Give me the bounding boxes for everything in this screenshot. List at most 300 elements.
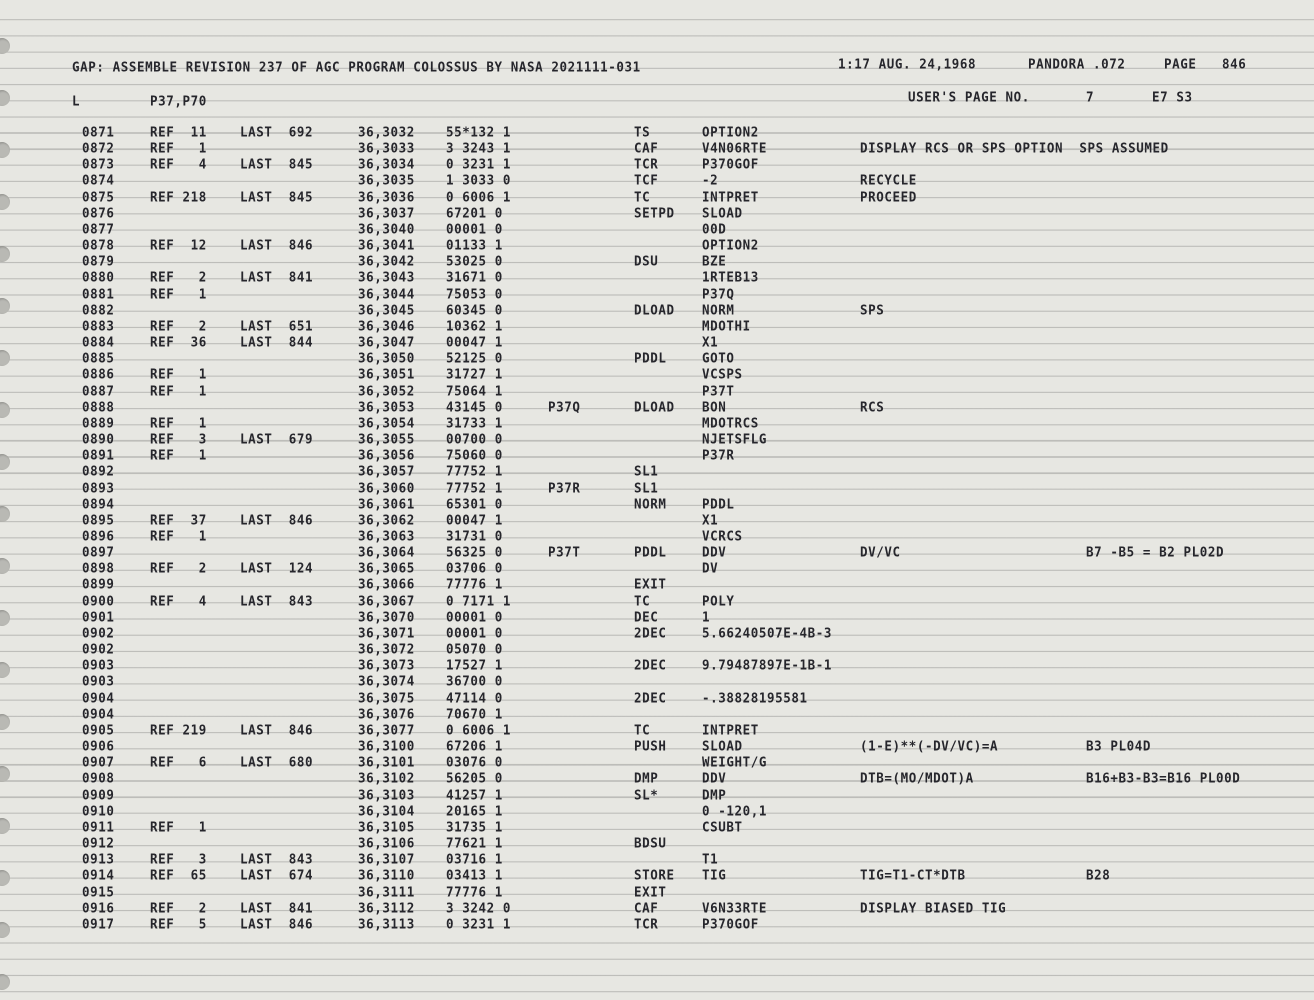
address: 36,3066 (358, 575, 415, 593)
listing-row (0, 804, 1314, 820)
operand: 9.79487897E-1B-1 (702, 656, 833, 673)
address: 36,3033 (358, 139, 415, 156)
scaling-note: B28 (1086, 866, 1111, 883)
address: 36,3100 (358, 737, 415, 754)
operand: P37R (702, 446, 735, 463)
line-number: 0913 (82, 850, 115, 867)
octal-word: 03716 1 (446, 850, 503, 867)
ref-count: REF 3 (150, 850, 207, 867)
listing-row (0, 674, 1314, 690)
operand: DDV (702, 543, 727, 560)
line-number: 0876 (82, 204, 115, 221)
address: 36,3055 (358, 430, 415, 447)
listing-row (0, 591, 1314, 610)
address: 36,3112 (358, 899, 415, 916)
ref-count: REF 1 (150, 527, 207, 544)
octal-word: 00700 0 (446, 430, 503, 447)
address: 36,3074 (358, 672, 415, 689)
address: 36,3043 (358, 268, 415, 285)
address: 36,3065 (358, 559, 415, 576)
address: 36,3040 (358, 220, 415, 237)
line-number: 0912 (82, 834, 115, 851)
assembly-title: GAP: ASSEMBLE REVISION 237 OF AGC PROGRAM COLOSSUS BY NASA 2021111-031 (72, 58, 641, 75)
address: 36,3042 (358, 252, 415, 269)
opcode: DLOAD (634, 301, 675, 318)
line-number: 0886 (82, 365, 115, 382)
address: 36,3056 (358, 446, 415, 463)
line-number: 0888 (82, 398, 115, 415)
octal-word: 3 3243 1 (446, 139, 512, 156)
operand: V4N06RTE (702, 139, 768, 156)
octal-word: 56205 0 (446, 769, 503, 786)
octal-word: 00001 0 (446, 220, 503, 237)
line-number: 0881 (82, 284, 115, 302)
last-ref: LAST 841 (240, 899, 314, 916)
listing-row (0, 478, 1314, 497)
line-number: 0893 (82, 478, 115, 496)
operand: OPTION2 (702, 123, 759, 140)
last-ref: LAST 846 (240, 721, 314, 738)
opcode: NORM (634, 495, 667, 512)
opcode: EXIT (634, 575, 667, 593)
ref-count: REF 1 (150, 365, 207, 382)
opcode: TC (634, 721, 651, 738)
listing-row (0, 658, 1314, 674)
opcode: TC (634, 591, 651, 609)
ref-count: REF 11 (150, 123, 207, 140)
line-number: 0902 (82, 640, 115, 657)
octal-word: 31731 0 (446, 527, 503, 544)
octal-word: 03413 1 (446, 866, 503, 883)
opcode: PUSH (634, 737, 667, 754)
operand: 00D (702, 220, 727, 237)
page-label: PAGE (1164, 55, 1197, 72)
address: 36,3105 (358, 818, 415, 835)
line-number: 0880 (82, 268, 115, 285)
users-page-number: 7 (1086, 88, 1095, 105)
comment: RECYCLE (860, 171, 917, 189)
ref-count: REF 1 (150, 139, 207, 156)
opcode: TS (634, 123, 651, 140)
ref-count: REF 1 (150, 818, 207, 835)
line-number: 0878 (82, 236, 115, 253)
listing-row (0, 187, 1314, 206)
address: 36,3057 (358, 462, 415, 479)
octal-word: 47114 0 (446, 688, 503, 706)
address: 36,3075 (358, 688, 415, 706)
address: 36,3045 (358, 301, 415, 318)
opcode: PDDL (634, 543, 667, 560)
address: 36,3067 (358, 591, 415, 609)
operand: CSUBT (702, 818, 743, 835)
address: 36,3072 (358, 640, 415, 657)
operand: P370GOF (702, 915, 759, 932)
address: 36,3063 (358, 527, 415, 544)
octal-word: 00001 0 (446, 624, 503, 641)
octal-word: 05070 0 (446, 640, 503, 657)
listing-row (0, 400, 1314, 416)
octal-word: 17527 1 (446, 656, 503, 673)
last-ref: LAST 680 (240, 753, 314, 770)
line-number: 0875 (82, 187, 115, 205)
tractor-hole (0, 90, 10, 106)
page-number: 846 (1222, 55, 1247, 72)
location-label: P37R (548, 478, 581, 496)
line-number: 0889 (82, 414, 115, 431)
ref-count: REF 219 (150, 721, 207, 738)
opcode: DMP (634, 769, 659, 786)
listing-row (0, 785, 1314, 804)
operand: PDDL (702, 495, 735, 512)
octal-word: 10362 1 (446, 317, 503, 334)
print-timestamp: 1:17 AUG. 24,1968 (838, 55, 977, 72)
listing-row (0, 901, 1314, 917)
last-ref: LAST 692 (240, 123, 314, 140)
opcode: TC (634, 187, 651, 205)
line-number: 0882 (82, 301, 115, 318)
users-page-label: USER'S PAGE NO. (908, 88, 1030, 105)
operand: BZE (702, 252, 727, 269)
octal-word: 77752 1 (446, 462, 503, 479)
octal-word: 75064 1 (446, 381, 503, 399)
ref-count: REF 1 (150, 414, 207, 431)
listing-row (0, 707, 1314, 723)
listing-row (0, 303, 1314, 319)
opcode: PDDL (634, 349, 667, 366)
operand: -.38828195581 (702, 688, 808, 706)
operand: MDOTRCS (702, 414, 759, 431)
address: 36,3113 (358, 915, 415, 932)
ref-count: REF 2 (150, 268, 207, 285)
ref-count: REF 4 (150, 155, 207, 172)
operand: -2 (702, 171, 719, 189)
listing-row (0, 381, 1314, 400)
last-ref: LAST 841 (240, 268, 314, 285)
octal-word: 67201 0 (446, 204, 503, 221)
line-number: 0904 (82, 705, 115, 722)
octal-word: 0 3231 1 (446, 915, 512, 932)
line-number: 0915 (82, 882, 115, 900)
line-number: 0906 (82, 737, 115, 754)
line-number: 0874 (82, 171, 115, 189)
location-label: P37T (548, 543, 581, 560)
octal-word: 0 3231 1 (446, 155, 512, 172)
operand: 5.66240507E-4B-3 (702, 624, 833, 641)
last-ref: LAST 846 (240, 511, 314, 528)
octal-word: 56325 0 (446, 543, 503, 560)
listing-row (0, 367, 1314, 383)
opcode: BDSU (634, 834, 667, 851)
ref-count: REF 218 (150, 187, 207, 205)
operand: WEIGHT/G (702, 753, 768, 770)
line-number: 0917 (82, 915, 115, 932)
listing-row (0, 206, 1314, 222)
address: 36,3077 (358, 721, 415, 738)
comment: TIG=T1-CT*DTB (860, 866, 966, 883)
line-number: 0900 (82, 591, 115, 609)
line-number: 0901 (82, 608, 115, 625)
octal-word: 31733 1 (446, 414, 503, 431)
octal-word: 03706 0 (446, 559, 503, 576)
address: 36,3046 (358, 317, 415, 334)
opcode: 2DEC (634, 656, 667, 673)
address: 36,3104 (358, 802, 415, 819)
address: 36,3071 (358, 624, 415, 641)
ref-count: REF 1 (150, 284, 207, 302)
address: 36,3054 (358, 414, 415, 431)
comment: PROCEED (860, 187, 917, 205)
ref-count: REF 2 (150, 317, 207, 334)
line-number: 0877 (82, 220, 115, 237)
operand: P370GOF (702, 155, 759, 172)
opcode: 2DEC (634, 688, 667, 706)
opcode: STORE (634, 866, 675, 883)
opcode: TCF (634, 171, 659, 189)
ref-count: REF 1 (150, 381, 207, 399)
operand: 1RTEB13 (702, 268, 759, 285)
line-number: 0916 (82, 899, 115, 916)
line-number: 0884 (82, 333, 115, 350)
address: 36,3101 (358, 753, 415, 770)
octal-word: 55*132 1 (446, 123, 512, 140)
listing-row (0, 270, 1314, 286)
operand: SLOAD (702, 204, 743, 221)
address: 36,3051 (358, 365, 415, 382)
last-ref: LAST 843 (240, 850, 314, 867)
page-code: E7 S3 (1152, 88, 1193, 105)
octal-word: 70670 1 (446, 705, 503, 722)
operand: 0 -120,1 (702, 802, 768, 819)
comment: SPS (860, 301, 885, 318)
system-name: PANDORA .072 (1028, 55, 1126, 72)
address: 36,3073 (358, 656, 415, 673)
ref-count: REF 3 (150, 430, 207, 447)
opcode: CAF (634, 899, 659, 916)
scaling-note: B7 -B5 = B2 PL02D (1086, 543, 1225, 560)
operand: DDV (702, 769, 727, 786)
octal-word: 0 6006 1 (446, 187, 512, 205)
line-number: 0908 (82, 769, 115, 786)
operand: VCSPS (702, 365, 743, 382)
opcode: 2DEC (634, 624, 667, 641)
listing-row (0, 771, 1314, 787)
address: 36,3060 (358, 478, 415, 496)
line-number: 0903 (82, 656, 115, 673)
octal-word: 20165 1 (446, 802, 503, 819)
last-ref: LAST 846 (240, 236, 314, 253)
address: 36,3062 (358, 511, 415, 528)
operand: GOTO (702, 349, 735, 366)
ref-count: REF 4 (150, 591, 207, 609)
operand: X1 (702, 333, 719, 350)
line-number: 0890 (82, 430, 115, 447)
octal-word: 03076 0 (446, 753, 503, 770)
octal-word: 0 6006 1 (446, 721, 512, 738)
address: 36,3036 (358, 187, 415, 205)
address: 36,3034 (358, 155, 415, 172)
listing-row (0, 284, 1314, 303)
comment: RCS (860, 398, 885, 415)
octal-word: 53025 0 (446, 252, 503, 269)
last-ref: LAST 845 (240, 187, 314, 205)
last-ref: LAST 845 (240, 155, 314, 172)
operand: NORM (702, 301, 735, 318)
address: 36,3103 (358, 785, 415, 803)
ref-count: REF 5 (150, 915, 207, 932)
location-label: P37Q (548, 398, 581, 415)
opcode: EXIT (634, 882, 667, 900)
octal-word: 31727 1 (446, 365, 503, 382)
operand: X1 (702, 511, 719, 528)
line-number: 0914 (82, 866, 115, 883)
octal-word: 77621 1 (446, 834, 503, 851)
operand: V6N33RTE (702, 899, 768, 916)
octal-word: 00001 0 (446, 608, 503, 625)
address: 36,3052 (358, 381, 415, 399)
operand: INTPRET (702, 721, 759, 738)
address: 36,3037 (358, 204, 415, 221)
operand: P37Q (702, 284, 735, 302)
octal-word: 65301 0 (446, 495, 503, 512)
address: 36,3076 (358, 705, 415, 722)
line-number: 0905 (82, 721, 115, 738)
operand: T1 (702, 850, 719, 867)
tractor-hole (0, 38, 10, 54)
address: 36,3106 (358, 834, 415, 851)
octal-word: 67206 1 (446, 737, 503, 754)
line-number: 0897 (82, 543, 115, 560)
opcode: SL1 (634, 478, 659, 496)
line-number: 0894 (82, 495, 115, 512)
listing-row (0, 497, 1314, 513)
octal-word: 60345 0 (446, 301, 503, 318)
octal-word: 75060 0 (446, 446, 503, 463)
comment: DV/VC (860, 543, 901, 560)
line-number: 0871 (82, 123, 115, 140)
operand: MDOTHI (702, 317, 751, 334)
line-number: 0904 (82, 688, 115, 706)
octal-word: 36700 0 (446, 672, 503, 689)
opcode: SL* (634, 785, 659, 803)
comment: DISPLAY BIASED TIG (860, 899, 1007, 916)
octal-word: 77776 1 (446, 882, 503, 900)
address: 36,3035 (358, 171, 415, 189)
octal-word: 75053 0 (446, 284, 503, 302)
address: 36,3061 (358, 495, 415, 512)
ref-count: REF 36 (150, 333, 207, 350)
line-number: 0891 (82, 446, 115, 463)
listing-row (0, 464, 1314, 480)
listing-row (0, 917, 1314, 933)
octal-word: 00047 1 (446, 333, 503, 350)
opcode: SL1 (634, 462, 659, 479)
address: 36,3053 (358, 398, 415, 415)
operand: VCRCS (702, 527, 743, 544)
operand: P37T (702, 381, 735, 399)
ref-count: REF 2 (150, 899, 207, 916)
opcode: DEC (634, 608, 659, 625)
last-ref: LAST 679 (240, 430, 314, 447)
operand: 1 (702, 608, 711, 625)
line-number: 0903 (82, 672, 115, 689)
operand: DV (702, 559, 719, 576)
operand: TIG (702, 866, 727, 883)
ref-count: REF 37 (150, 511, 207, 528)
address: 36,3047 (358, 333, 415, 350)
operand: POLY (702, 591, 735, 609)
listing-row (0, 173, 1314, 189)
octal-word: 00047 1 (446, 511, 503, 528)
address: 36,3111 (358, 882, 415, 900)
opcode: DSU (634, 252, 659, 269)
ref-count: REF 6 (150, 753, 207, 770)
scaling-note: B16+B3-B3=B16 PL00D (1086, 769, 1241, 786)
line-number: 0899 (82, 575, 115, 593)
comment: DTB=(MO/MDOT)A (860, 769, 974, 786)
opcode: SETPD (634, 204, 675, 221)
octal-word: 77752 1 (446, 478, 503, 496)
operand: NJETSFLG (702, 430, 768, 447)
last-ref: LAST 674 (240, 866, 314, 883)
tractor-hole (0, 974, 10, 990)
line-number: 0879 (82, 252, 115, 269)
last-ref: LAST 846 (240, 915, 314, 932)
listing-row (0, 882, 1314, 901)
listing-row (0, 577, 1314, 593)
last-ref: LAST 844 (240, 333, 314, 350)
octal-word: 01133 1 (446, 236, 503, 253)
last-ref: LAST 843 (240, 591, 314, 609)
octal-word: 0 7171 1 (446, 591, 512, 609)
operand: SLOAD (702, 737, 743, 754)
ref-count: REF 65 (150, 866, 207, 883)
opcode: DLOAD (634, 398, 675, 415)
address: 36,3110 (358, 866, 415, 883)
opcode: CAF (634, 139, 659, 156)
last-ref: LAST 651 (240, 317, 314, 334)
octal-word: 41257 1 (446, 785, 503, 803)
octal-word: 52125 0 (446, 349, 503, 366)
line-number: 0902 (82, 624, 115, 641)
line-number: 0895 (82, 511, 115, 528)
line-number: 0907 (82, 753, 115, 770)
ref-count: REF 12 (150, 236, 207, 253)
opcode: TCR (634, 915, 659, 932)
routine-name: P37,P70 (150, 92, 207, 109)
line-number: 0910 (82, 802, 115, 819)
opcode: TCR (634, 155, 659, 172)
listing-flag: L (72, 92, 81, 109)
ref-count: REF 2 (150, 559, 207, 576)
octal-word: 31735 1 (446, 818, 503, 835)
address: 36,3107 (358, 850, 415, 867)
listing-row (0, 626, 1314, 642)
octal-word: 43145 0 (446, 398, 503, 415)
last-ref: LAST 124 (240, 559, 314, 576)
octal-word: 31671 0 (446, 268, 503, 285)
address: 36,3032 (358, 123, 415, 140)
listing-row (0, 688, 1314, 707)
octal-word: 1 3033 0 (446, 171, 512, 189)
operand: OPTION2 (702, 236, 759, 253)
listing-row (0, 868, 1314, 884)
ref-count: REF 1 (150, 446, 207, 463)
comment: (1-E)**(-DV/VC)=A (860, 737, 999, 754)
line-number: 0885 (82, 349, 115, 366)
line-number: 0872 (82, 139, 115, 156)
address: 36,3070 (358, 608, 415, 625)
line-number: 0883 (82, 317, 115, 334)
